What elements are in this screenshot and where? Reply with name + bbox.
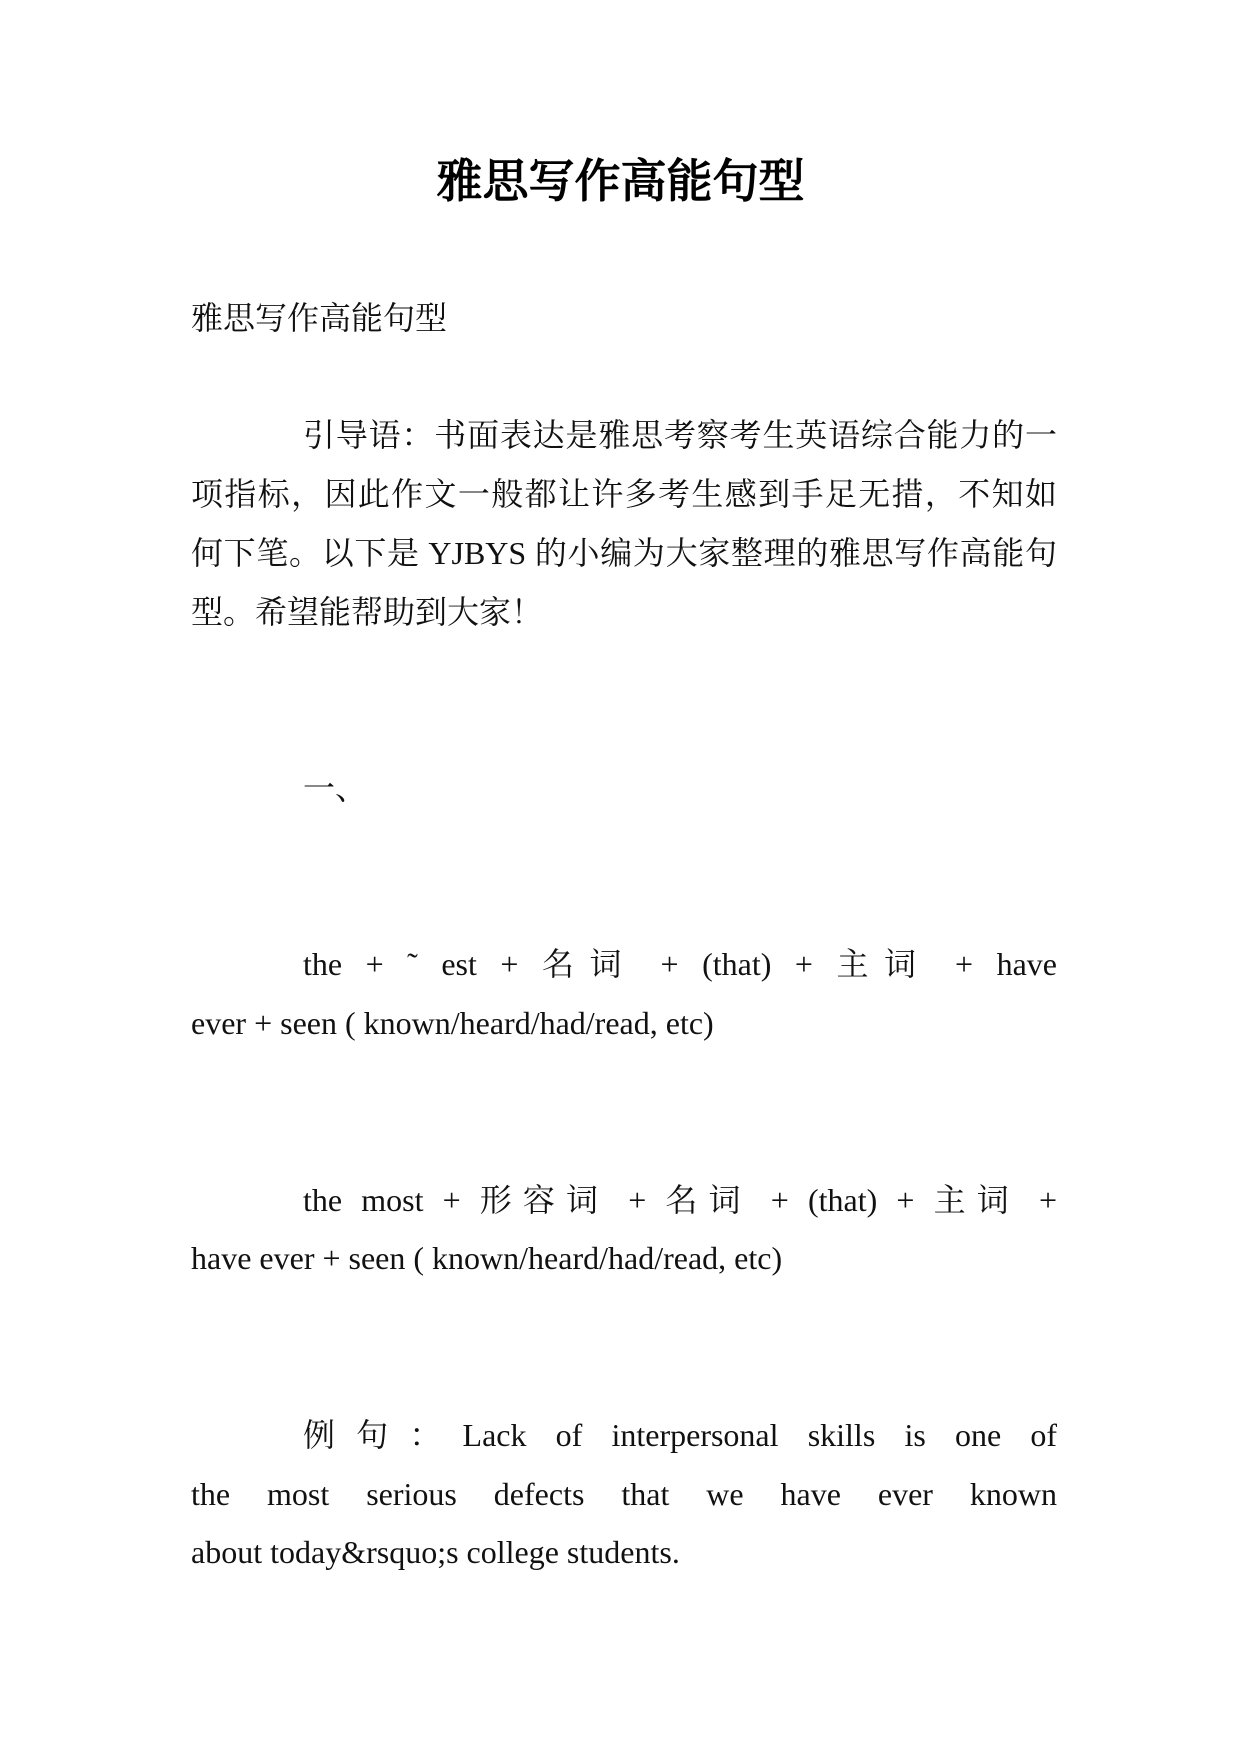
pattern-1-paragraph xyxy=(191,935,1057,1053)
example-paragraph xyxy=(191,1406,1057,1582)
section-marker-paragraph xyxy=(191,759,1057,818)
pattern-2-line: have ever + seen ( known/heard/had/read, etc) xyxy=(191,1240,783,1277)
intro-line: 引导语：书面表达是雅思考察考生英语综合能力的一 xyxy=(303,417,1057,454)
intro-paragraph xyxy=(191,406,1057,641)
section-marker: 一、 xyxy=(303,769,368,806)
pattern-2-paragraph xyxy=(191,1171,1057,1289)
document-title: 雅思写作高能句型 xyxy=(436,156,805,207)
intro-line: 型。希望能帮助到大家！ xyxy=(191,593,544,630)
pattern-1-line: ever + seen ( known/heard/had/read, etc) xyxy=(191,1005,714,1042)
pattern-2-line: the most + 形容词 + 名词 + (that) + 主词 + xyxy=(303,1181,1057,1218)
intro-line: 项指标，因此作文一般都让许多考生感到手足无措，不知如 xyxy=(191,475,1057,512)
example-line: about today&rsquo;s college students. xyxy=(191,1534,680,1571)
subtitle-paragraph xyxy=(191,289,1057,348)
example-line: the most serious defects that we have ever known xyxy=(191,1475,1057,1512)
pattern-1-line: the + ˜ est + 名词 + (that) + 主词 + have xyxy=(303,946,1057,983)
intro-line: 何下笔。以下是 YJBYS 的小编为大家整理的雅思写作高能句 xyxy=(191,534,1057,571)
subtitle-line: 雅思写作高能句型 xyxy=(191,299,448,336)
example-line: 例句：Lack of interpersonal skills is one of xyxy=(303,1416,1057,1453)
document-body xyxy=(191,289,1057,1583)
